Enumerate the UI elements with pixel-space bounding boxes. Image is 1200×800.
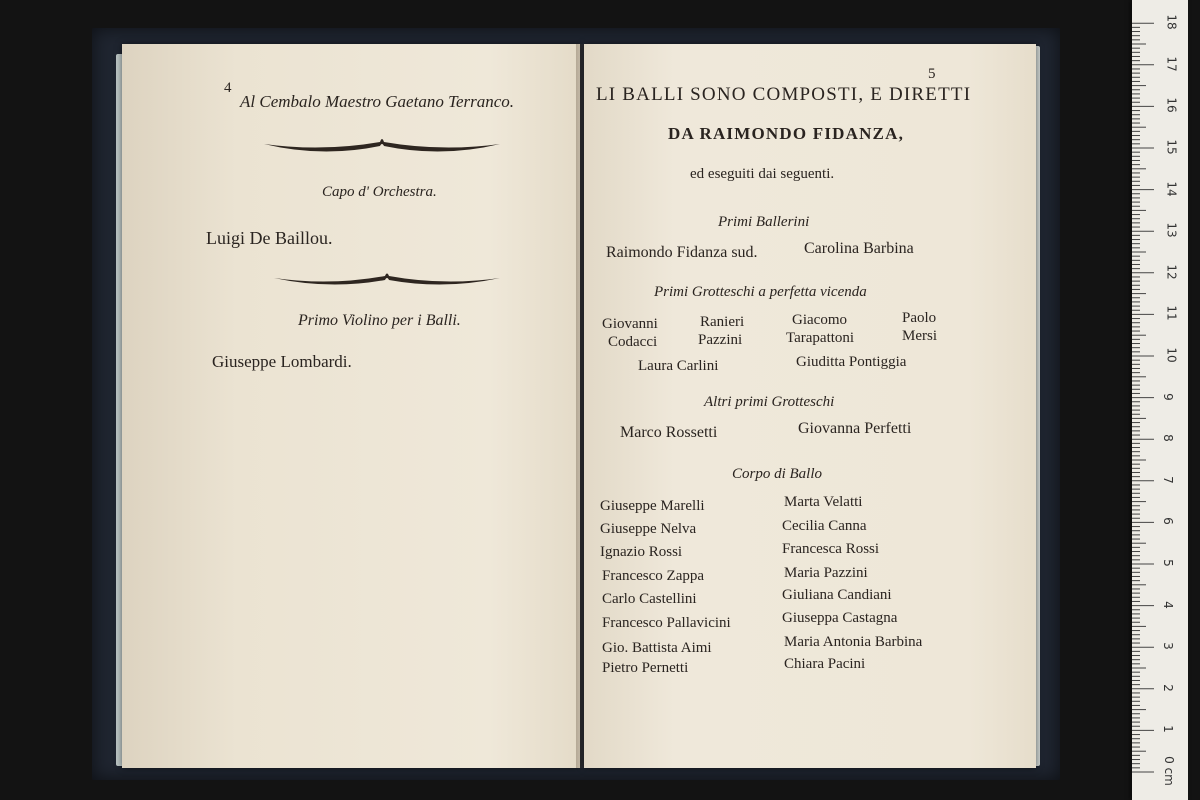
corpo-left-item: Ignazio Rossi bbox=[600, 544, 683, 560]
page-number: 4 bbox=[224, 80, 232, 96]
ruler-label: 10 bbox=[1164, 347, 1179, 363]
grotteschi-pair-left: Laura Carlini bbox=[638, 358, 719, 374]
capo-heading: Capo d' Orchestra. bbox=[322, 184, 437, 200]
primi-ballerini-right: Carolina Barbina bbox=[804, 240, 914, 257]
ruler-label: 0 cm bbox=[1161, 756, 1176, 786]
corpo-right-item: Maria Pazzini bbox=[784, 565, 868, 581]
corpo-right-item: Maria Antonia Barbina bbox=[784, 634, 923, 650]
grotteschi-first-1: Giovanni bbox=[602, 316, 658, 332]
altri-grotteschi-right: Giovanna Perfetti bbox=[798, 420, 912, 437]
cembalo-line: Al Cembalo Maestro Gaetano Terranco. bbox=[240, 92, 515, 111]
corpo-left-item: Gio. Battista Aimi bbox=[602, 640, 712, 656]
corpo-left-item: Francesco Zappa bbox=[602, 568, 705, 584]
subtitle: ed eseguiti dai seguenti. bbox=[690, 166, 835, 182]
violino-heading: Primo Violino per i Balli. bbox=[298, 312, 461, 329]
ruler-label: 9 bbox=[1160, 392, 1175, 401]
ruler-label: 16 bbox=[1164, 97, 1179, 114]
corpo-left-item: Francesco Pallavicini bbox=[602, 615, 731, 631]
ruler-label: 8 bbox=[1160, 434, 1175, 443]
corpo-right-item: Cecilia Canna bbox=[782, 518, 867, 534]
ruler-label: 11 bbox=[1164, 305, 1179, 322]
altri-grotteschi-heading: Altri primi Grotteschi bbox=[704, 394, 835, 410]
measuring-ruler bbox=[1132, 0, 1188, 800]
ruler-label: 4 bbox=[1160, 600, 1175, 609]
ruler-label: 5 bbox=[1160, 559, 1175, 567]
grotteschi-last-4: Mersi bbox=[902, 328, 937, 344]
ruler-label: 3 bbox=[1160, 642, 1175, 651]
ruler-label: 13 bbox=[1164, 222, 1179, 238]
ruler-label: 12 bbox=[1164, 264, 1179, 280]
corpo-left-item: Pietro Pernetti bbox=[602, 660, 689, 676]
corpo-di-ballo-heading: Corpo di Ballo bbox=[732, 466, 823, 482]
altri-grotteschi-left: Marco Rossetti bbox=[620, 424, 718, 441]
ruler-label: 7 bbox=[1160, 475, 1175, 484]
ruler-label: 17 bbox=[1164, 56, 1179, 72]
grotteschi-last-1: Codacci bbox=[608, 334, 658, 350]
grotteschi-pair-right: Giuditta Pontiggia bbox=[796, 354, 907, 370]
ruler-label: 18 bbox=[1164, 14, 1179, 30]
primi-ballerini-heading: Primi Ballerini bbox=[718, 214, 810, 230]
corpo-left-item: Giuseppe Nelva bbox=[600, 521, 697, 537]
corpo-left-item: Carlo Castellini bbox=[602, 591, 697, 607]
ruler-label: 1 bbox=[1160, 725, 1175, 734]
grotteschi-last-3: Tarapattoni bbox=[786, 330, 855, 346]
corpo-right-item: Chiara Pacini bbox=[784, 656, 866, 672]
corpo-left-item: Giuseppe Marelli bbox=[600, 498, 705, 514]
corpo-right-item: Giuseppa Castagna bbox=[782, 610, 898, 626]
grotteschi-first-3: Giacomo bbox=[792, 312, 847, 328]
ruler-label: 6 bbox=[1160, 517, 1175, 526]
ruler-label: 15 bbox=[1164, 139, 1179, 155]
left-page bbox=[122, 44, 580, 768]
capo-name: Luigi De Baillou. bbox=[206, 228, 333, 248]
grotteschi-first-2: Ranieri bbox=[700, 314, 745, 330]
primi-grotteschi-heading: Primi Grotteschi a perfetta vicenda bbox=[654, 284, 867, 300]
title-line-1: LI BALLI SONO COMPOSTI, E DIRETTI bbox=[596, 84, 972, 105]
grotteschi-first-4: Paolo bbox=[902, 310, 937, 326]
grotteschi-last-2: Pazzini bbox=[698, 332, 743, 348]
ornament-rule-bottom bbox=[272, 268, 502, 292]
primi-ballerini-left: Raimondo Fidanza sud. bbox=[606, 244, 758, 261]
corpo-right-item: Marta Velatti bbox=[784, 494, 863, 510]
ruler-label: 14 bbox=[1164, 180, 1179, 197]
ornament-rule-top bbox=[262, 132, 502, 160]
right-page bbox=[584, 44, 1036, 768]
title-line-2: DA RAIMONDO FIDANZA, bbox=[668, 124, 905, 143]
page-number: 5 bbox=[928, 66, 936, 82]
corpo-right-item: Giuliana Candiani bbox=[782, 587, 892, 603]
ruler-label: 2 bbox=[1160, 683, 1175, 692]
corpo-right-item: Francesca Rossi bbox=[782, 541, 880, 557]
violino-name: Giuseppe Lombardi. bbox=[212, 352, 352, 371]
